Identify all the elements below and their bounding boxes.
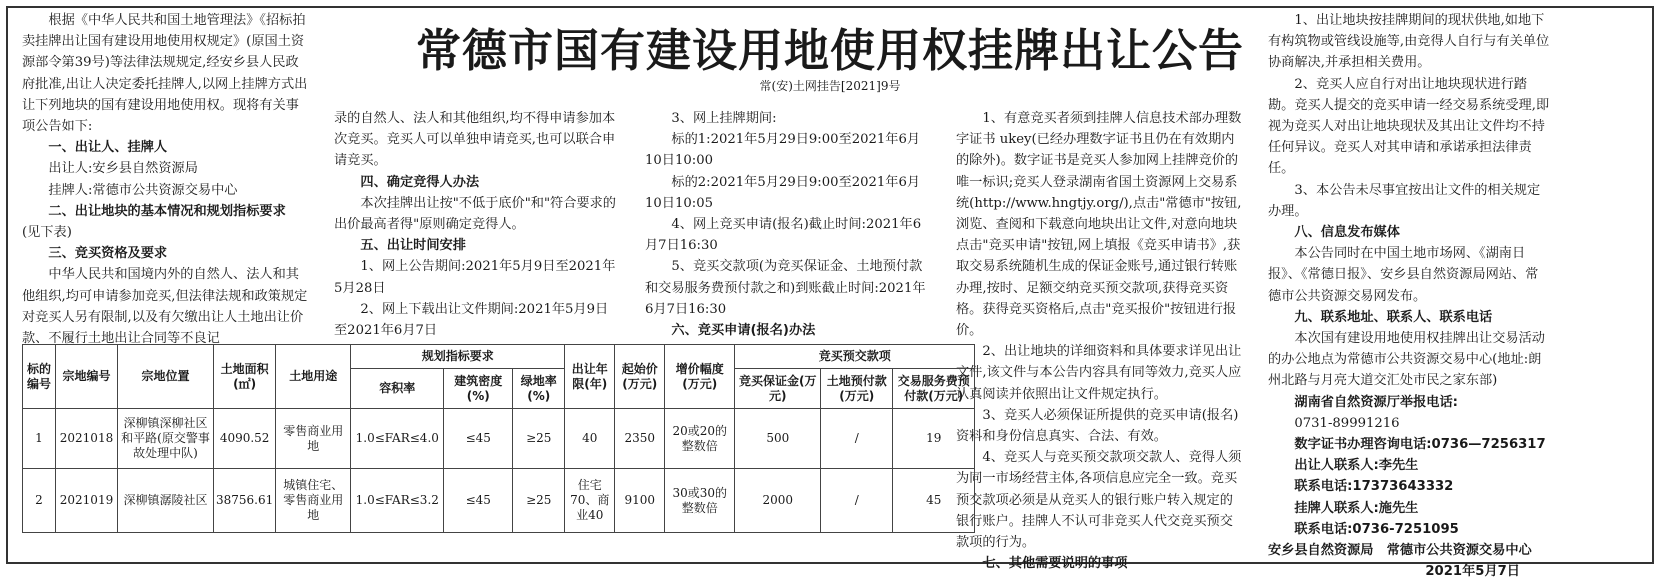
- cell-density: ≤45: [444, 409, 513, 469]
- th-deposit: 竞买保证金(万元): [735, 369, 821, 409]
- column-2: [334, 108, 620, 341]
- th-density: 建筑密度(%): [444, 369, 513, 409]
- th-increment: 增价幅度(万元): [665, 345, 735, 409]
- cell-no: 1: [23, 409, 56, 469]
- signature-date: 2021年5月7日: [1425, 564, 1520, 580]
- cell-term: 住宅70、商业40: [565, 469, 615, 533]
- seller-line: 出让人:安乡县自然资源局: [48, 161, 198, 177]
- cell-land-prepay: /: [821, 409, 893, 469]
- other-item-3: 3、本公告未尽事宜按出让文件的相关规定办理。: [1268, 182, 1541, 219]
- qualification-paragraph: 中华人民共和国境内外的自然人、法人和其他组织,均可申请参加竞买,但法律法规和政策规定对竞买人另有限制,以及有欠缴出让人土地出让价款、不履行土地出让合同等不良记: [22, 267, 308, 347]
- page-title: 常德市国有建设用地使用权挂牌出让公告: [415, 24, 1244, 77]
- seller-contact: 出让人联系人:李先生: [1294, 458, 1419, 474]
- cell-price: 9100: [615, 469, 665, 533]
- signature-organizations: 安乡县自然资源局 常德市公共资源交易中心: [1268, 543, 1532, 559]
- cell-land-prepay: /: [821, 469, 893, 533]
- section-5-heading: 五、出让时间安排: [360, 238, 466, 254]
- section-8-heading: 八、信息发布媒体: [1294, 225, 1400, 241]
- th-area: 土地面积(㎡): [214, 345, 276, 409]
- time-item-1: 1、网上公告期间:2021年5月9日至2021年5月28日: [334, 259, 616, 296]
- column-3: [645, 108, 931, 341]
- document-number: 常(安)土网挂告[2021]9号: [759, 79, 901, 93]
- th-green: 绿地率(%): [513, 369, 565, 409]
- cell-use: 城镇住宅、零售商业用地: [276, 469, 351, 533]
- certificate-phone: 数字证书办理咨询电话:0736—7256317: [1294, 437, 1546, 453]
- time-item-5: 5、竞买交款项(为竞买保证金、土地预付款和交易服务费预付款之和)到账截止时间:2021年6月7日16:30: [645, 259, 926, 317]
- cell-deposit: 2000: [735, 469, 821, 533]
- cell-area: 4090.52: [214, 409, 276, 469]
- th-start-price: 起始价(万元): [615, 345, 665, 409]
- cell-term: 40: [565, 409, 615, 469]
- section-6-heading: 六、竞买申请(报名)办法: [671, 323, 816, 339]
- time-item-3: 3、网上挂牌期间:: [671, 111, 777, 126]
- section-9-heading: 九、联系地址、联系人、联系电话: [1294, 309, 1493, 325]
- section-7-heading: 七、其他需要说明的事项: [982, 556, 1128, 572]
- see-table-note: (见下表): [22, 225, 72, 241]
- intro-paragraph: 根据《中华人民共和国土地管理法》《招标拍卖挂牌出让国有建设用地使用权规定》(原国土资源部令第39号)等法律法规规定,经安乡县人民政府批准,出让人决定委托挂牌人,以网上挂牌方式出让下列地块的国有建设用地使用权。现将有关事项公告如下:: [22, 13, 308, 135]
- section-1-heading: 一、出让人、挂牌人: [48, 140, 168, 156]
- th-term: 出让年限(年): [565, 345, 615, 409]
- th-fee-prepay: 交易服务费预付款(万元): [893, 369, 975, 409]
- th-parcel-code: 宗地编号: [56, 345, 118, 409]
- cell-no: 2: [23, 469, 56, 533]
- application-item-1: 1、有意竞买者须到挂牌人信息技术部办理数字证书 ukey(已经办理数字证书且仍在有效期内的除外)。数字证书是竞买人参加网上挂牌竞价的唯一标识;竞买人登录湖南省国土资源网上交易系统(http://www.hngtjy.org/),点击"常德市"按钮,浏览、查阅和下载意向地块出让文件,对意向地块点击"竞买申请"按钮,网上填报《竞买申请书》,获取交易系统随机生成的保证金账号,通过银行转账办理,按时、足额交纳竞买预交款项,获得竞买资格。获得竞买资格后,点击"竞买报价"按钮进行报价。: [956, 111, 1242, 339]
- application-item-2: 2、出让地块的详细资料和具体要求详见出让文件,该文件与本公告内容具有同等效力,竞买人应认真阅读并依照出让文件规定执行。: [956, 344, 1242, 402]
- th-land-use: 土地用途: [276, 345, 351, 409]
- land-parcel-table: [22, 344, 975, 533]
- application-item-4: 4、竞买人与竞买预交款项交款人、竞得人须为同一市场经营主体,各项信息应完全一致。竞买预交款项必须是从竞买人的银行账户转入规定的银行账户。挂牌人不认可非竞买人代交竞买预交款项的行为。: [956, 450, 1242, 551]
- report-phone-label: 湖南省自然资源厅举报电话:: [1294, 394, 1458, 410]
- th-far: 容积率: [351, 369, 444, 409]
- section-2-heading: 二、出让地块的基本情况和规划指标要求: [48, 203, 286, 219]
- lister-phone: 联系电话:0736-7251095: [1294, 521, 1459, 537]
- lister-contact: 挂牌人联系人:施先生: [1294, 500, 1419, 516]
- cell-green: ≥25: [513, 409, 565, 469]
- table-row: [23, 469, 975, 533]
- other-item-2: 2、竞买人应自行对出让地块现状进行踏勘。竞买人提交的竞买申请一经交易系统受理,即视为竞买人对出让地块现状及其出让文件均不持任何异议。竞买人对其申请和承诺承担法律责任。: [1268, 76, 1550, 177]
- cell-fee-prepay: 19: [893, 409, 975, 469]
- th-location: 宗地位置: [118, 345, 214, 409]
- time-item-4: 4、网上竞买申请(报名)截止时间:2021年6月7日16:30: [645, 217, 922, 254]
- lot-1-period: 标的1:2021年5月29日9:00至2021年6月10日10:00: [645, 132, 921, 169]
- cell-increment: 20或20的整数倍: [665, 409, 735, 469]
- qualification-continued: 录的自然人、法人和其他组织,均不得申请参加本次竞买。竞买人可以单独申请竞买,也可以联合申请竞买。: [334, 111, 616, 169]
- cell-density: ≤45: [444, 469, 513, 533]
- other-item-1: 1、出让地块按挂牌期间的现状供地,如地下有构筑物或管线设施等,由竞得人自行与有关单位协商解决,并承担相关费用。: [1268, 13, 1550, 71]
- section-4-heading: 四、确定竞得人办法: [360, 174, 480, 190]
- column-5: [1268, 10, 1550, 582]
- cell-code: 2021018: [56, 409, 118, 469]
- cell-fee-prepay: 45: [893, 469, 975, 533]
- time-item-2: 2、网上下载出让文件期间:2021年5月9日至2021年6月7日: [334, 301, 609, 339]
- cell-location: 深柳镇潺陵社区: [118, 469, 214, 533]
- lot-2-period: 标的2:2021年5月29日9:00至2021年6月10日10:05: [645, 174, 921, 211]
- cell-deposit: 500: [735, 409, 821, 469]
- lister-line: 挂牌人:常德市公共资源交易中心: [48, 182, 238, 198]
- address-paragraph: 本次国有建设用地使用权挂牌出让交易活动的办公地点为常德市公共资源交易中心(地址:朗州北路与月亮大道交汇处市民之家东部): [1268, 331, 1545, 389]
- cell-price: 2350: [615, 409, 665, 469]
- th-prepayment: 竞买预交款项: [735, 345, 975, 369]
- th-planning: 规划指标要求: [351, 345, 565, 369]
- media-paragraph: 本公告同时在中国土地市场网、《湖南日报》、《常德日报》、安乡县自然资源局网站、常德市公共资源交易网发布。: [1268, 246, 1539, 304]
- cell-increment: 30或30的整数倍: [665, 469, 735, 533]
- cell-green: ≥25: [513, 469, 565, 533]
- application-item-3: 3、竞买人必须保证所提供的竞买申请(报名)资料和身份信息真实、合法、有效。: [956, 407, 1239, 445]
- seller-phone: 联系电话:17373643332: [1294, 479, 1454, 495]
- th-lot-no: 标的编号: [23, 345, 56, 409]
- th-land-prepay: 土地预付款(万元): [821, 369, 893, 409]
- method-paragraph: 本次挂牌出让按"不低于底价"和"符合要求的出价最高者得"原则确定竞得人。: [334, 195, 616, 233]
- cell-area: 38756.61: [214, 469, 276, 533]
- cell-far: 1.0≤FAR≤3.2: [351, 469, 444, 533]
- column-1: [22, 10, 308, 349]
- cell-use: 零售商业用地: [276, 409, 351, 469]
- cell-far: 1.0≤FAR≤4.0: [351, 409, 444, 469]
- report-phone-number: 0731-89991216: [1294, 415, 1400, 431]
- table-row: [23, 409, 975, 469]
- column-4: [956, 108, 1242, 574]
- cell-location: 深柳镇深柳社区和平路(原交警事故处理中队): [118, 409, 214, 469]
- section-3-heading: 三、竞买资格及要求: [48, 246, 168, 262]
- cell-code: 2021019: [56, 469, 118, 533]
